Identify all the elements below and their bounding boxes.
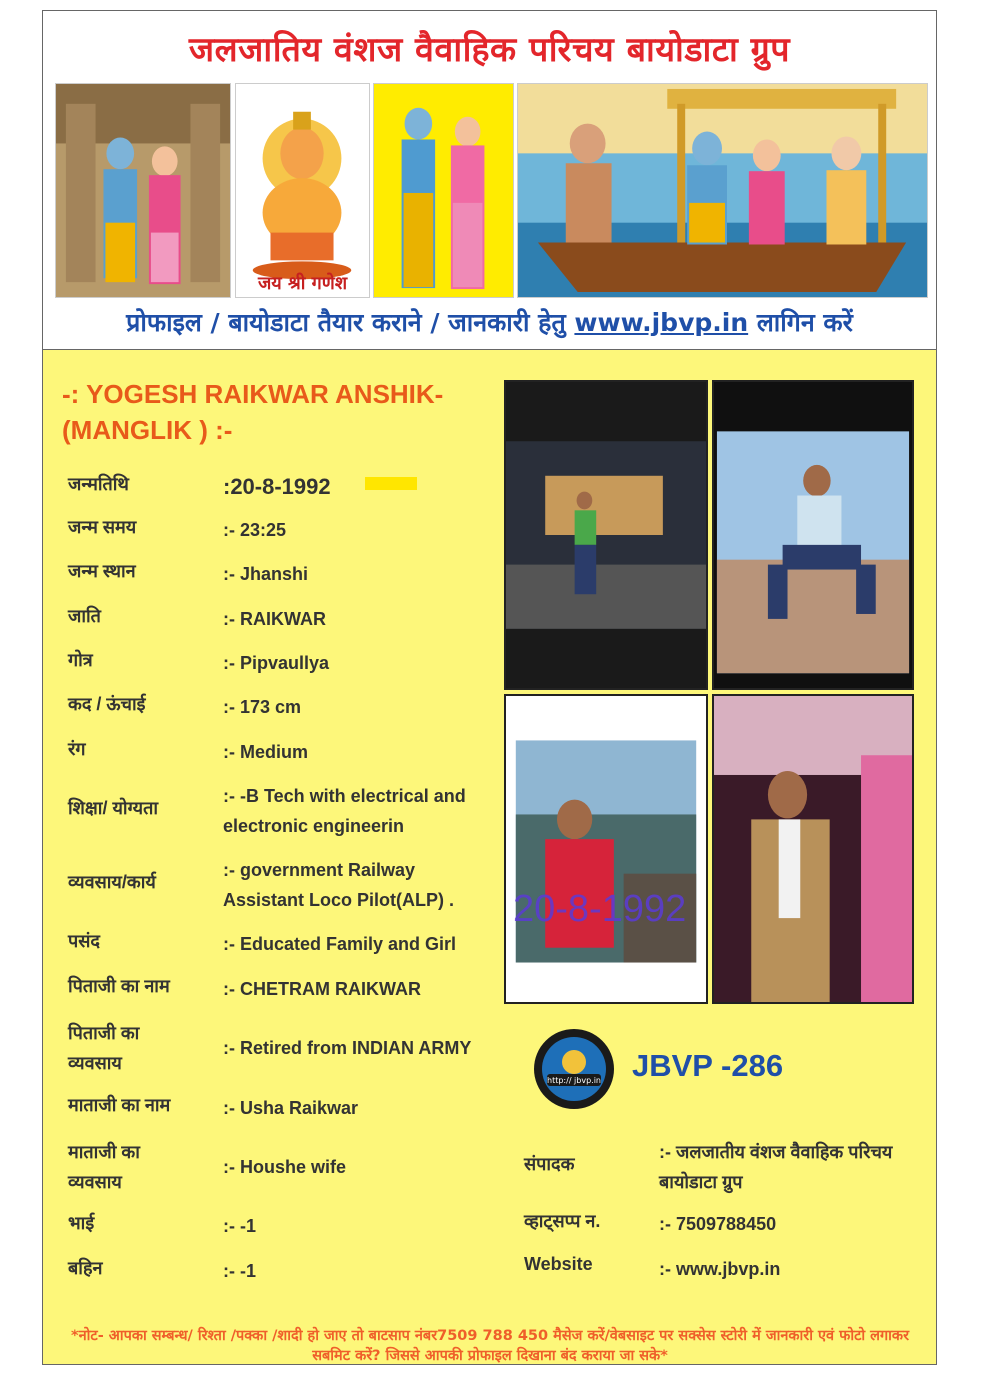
field-label: बहिन [68, 1258, 103, 1278]
field-value: :- 23:25 [223, 520, 287, 540]
page-title: जलजातिय वंशज वैवाहिक परिचय बायोडाटा ग्रुप [188, 30, 791, 70]
field-value: :- -1 [223, 1216, 256, 1236]
banner [43, 305, 936, 339]
field-label: गोत्र [68, 650, 93, 670]
header [42, 10, 937, 350]
editor-label: संपादक [524, 1154, 575, 1174]
field-value: :- government Railway Assistant Loco Pilot(ALP) . [223, 860, 455, 910]
field-value: :20-8-1992 [223, 474, 331, 499]
whatsapp-value: :- 7509788450 [659, 1214, 777, 1234]
field-label: शिक्षा/ योग्यता [68, 798, 158, 818]
profile-id: JBVP -286 [632, 1048, 784, 1083]
field-label: भाई [68, 1213, 95, 1233]
field-value: :- Jhanshi [223, 564, 309, 584]
field-label: जाति [68, 606, 101, 626]
field-label: पिताजी का व्यवसाय [68, 1023, 140, 1073]
field-value: :- -1 [223, 1261, 256, 1281]
photo-party [712, 694, 914, 1004]
logo-text: http:// jbvp.in [547, 1076, 601, 1085]
field-value: :- -B Tech with electrical and electronic engineerin [223, 786, 466, 836]
field-label: जन्मतिथि [68, 474, 129, 494]
watermark-date: 20-8-1992 [513, 888, 687, 930]
field-value: :- Houshe wife [223, 1157, 347, 1177]
field-label: रंग [68, 739, 86, 759]
jbvp-logo [533, 1028, 615, 1110]
field-value: :- Medium [223, 742, 308, 762]
photo-sea [504, 694, 708, 1004]
field-label: माताजी का नाम [68, 1095, 171, 1115]
field-label: पिताजी का नाम [68, 976, 170, 996]
field-label: पसंद [68, 931, 100, 951]
banner-url-link[interactable]: www.jbvp.in [574, 308, 749, 337]
ram-sita-yellow-image [373, 83, 514, 298]
profile-name: -: YOGESH RAIKWAR ANSHIK-(MANGLIK ) :- [62, 379, 444, 445]
website-label: Website [524, 1254, 593, 1274]
ganesh-caption: जय श्री गणेश [257, 273, 348, 294]
field-value: :- RAIKWAR [223, 609, 326, 629]
banner-login-text: लागिन करें [748, 308, 853, 337]
field-label: कद / ऊंचाई [68, 694, 146, 714]
field-value: :- Usha Raikwar [223, 1098, 359, 1118]
boat-scene-image [517, 83, 928, 298]
banner-text: प्रोफाइल / बायोडाटा तैयार कराने / जानकारी हेतु [126, 308, 575, 337]
whatsapp-label: व्हाट्सप्प न. [524, 1211, 601, 1231]
ganesh-image [235, 83, 370, 298]
field-value: :- 173 cm [223, 697, 302, 717]
field-value: :- Educated Family and Girl [223, 934, 457, 954]
photo-night [504, 380, 708, 690]
field-label: जन्म समय [68, 517, 137, 537]
footer-note: *नोट- आपका सम्बन्ध/ रिश्ता /पक्का /शादी हो जाए तो बाटसाप नंबर7509 788 450 मैसेज करें/वेबसाइट पर सक्सेस स्टोरी में जानकारी एवं फोटो लगाकर सबमिट करें? जिससे आपकी प्रोफाइल दिखाना बंद कराया जा सके* [71, 1328, 909, 1364]
website-link[interactable]: :- www.jbvp.in [659, 1259, 781, 1279]
field-label: जन्म स्थान [68, 561, 136, 581]
highlight-mark [365, 477, 417, 490]
field-value: :- Pipvaullya [223, 653, 330, 673]
ram-sita-image [55, 83, 231, 298]
field-label: व्यवसाय/कार्य [68, 872, 156, 892]
field-label: माताजी का व्यवसाय [68, 1142, 140, 1192]
photo-rock [712, 380, 914, 690]
field-value: :- CHETRAM RAIKWAR [223, 979, 421, 999]
field-value: :- Retired from INDIAN ARMY [223, 1038, 472, 1058]
editor-value: :- जलजातीय वंशज वैवाहिक परिचय बायोडाटा ग्रुप [659, 1142, 893, 1192]
